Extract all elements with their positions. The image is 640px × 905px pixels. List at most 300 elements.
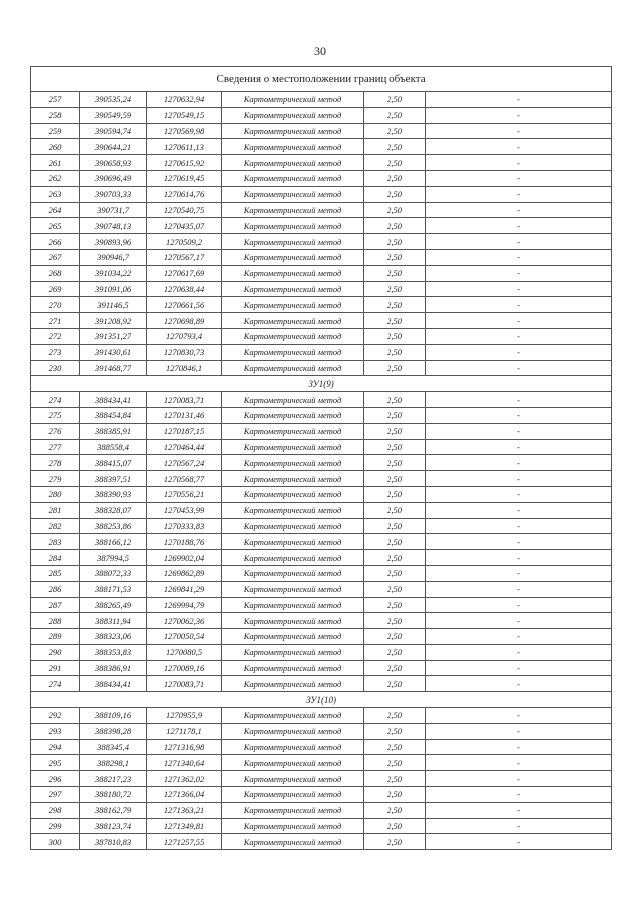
description-cell: - (426, 676, 612, 692)
description-cell: - (426, 392, 612, 408)
table-row (31, 360, 612, 376)
accuracy-cell: 2,50 (364, 708, 426, 724)
accuracy-cell: 2,50 (364, 360, 426, 376)
method-cell: Картометрический метод (222, 486, 364, 502)
method-cell: Картометрический метод (222, 360, 364, 376)
point-number-cell: 262 (31, 170, 80, 186)
y-coordinate-cell: 1270187,15 (147, 423, 222, 439)
table-row (31, 313, 612, 329)
y-coordinate-cell: 1270567,24 (147, 455, 222, 471)
x-coordinate-cell: 390696,49 (80, 170, 147, 186)
x-coordinate-cell: 391351,27 (80, 328, 147, 344)
point-number-cell: 288 (31, 613, 80, 629)
accuracy-cell: 2,50 (364, 818, 426, 834)
x-coordinate-cell: 391091,06 (80, 281, 147, 297)
accuracy-cell: 2,50 (364, 297, 426, 313)
description-cell: - (426, 802, 612, 818)
point-number-cell: 287 (31, 597, 80, 613)
method-cell: Картометрический метод (222, 787, 364, 803)
y-coordinate-cell: 1269902,04 (147, 550, 222, 566)
table-row (31, 344, 612, 360)
point-number-cell: 289 (31, 629, 80, 645)
y-coordinate-cell: 1269862,89 (147, 565, 222, 581)
y-coordinate-cell: 1270131,46 (147, 407, 222, 423)
x-coordinate-cell: 391208,92 (80, 313, 147, 329)
description-cell: - (426, 313, 612, 329)
accuracy-cell: 2,50 (364, 502, 426, 518)
x-coordinate-cell: 391146,5 (80, 297, 147, 313)
table-row (31, 676, 612, 692)
y-coordinate-cell: 1270464,44 (147, 439, 222, 455)
y-coordinate-cell: 1270830,73 (147, 344, 222, 360)
y-coordinate-cell: 1270509,2 (147, 234, 222, 250)
table-row (31, 629, 612, 645)
accuracy-cell: 2,50 (364, 802, 426, 818)
method-cell: Картометрический метод (222, 297, 364, 313)
y-coordinate-cell: 1270661,56 (147, 297, 222, 313)
table-row (31, 581, 612, 597)
table-row (31, 834, 612, 850)
description-cell: - (426, 202, 612, 218)
table-row (31, 565, 612, 581)
table-body (31, 67, 612, 850)
table-row (31, 550, 612, 566)
description-cell: - (426, 644, 612, 660)
accuracy-cell: 2,50 (364, 423, 426, 439)
method-cell: Картометрический метод (222, 818, 364, 834)
table-row (31, 170, 612, 186)
table-row (31, 518, 612, 534)
method-cell: Картометрический метод (222, 455, 364, 471)
method-cell: Картометрический метод (222, 739, 364, 755)
method-cell: Картометрический метод (222, 644, 364, 660)
x-coordinate-cell: 390594,74 (80, 123, 147, 139)
accuracy-cell: 2,50 (364, 455, 426, 471)
x-coordinate-cell: 388217,23 (80, 771, 147, 787)
description-cell: - (426, 455, 612, 471)
y-coordinate-cell: 1271178,1 (147, 723, 222, 739)
method-cell: Картометрический метод (222, 565, 364, 581)
method-cell: Картометрический метод (222, 471, 364, 487)
accuracy-cell: 2,50 (364, 486, 426, 502)
y-coordinate-cell: 1270083,71 (147, 392, 222, 408)
accuracy-cell: 2,50 (364, 676, 426, 692)
description-cell: - (426, 439, 612, 455)
point-number-cell: 261 (31, 155, 80, 171)
method-cell: Картометрический метод (222, 755, 364, 771)
y-coordinate-cell: 1270614,76 (147, 186, 222, 202)
y-coordinate-cell: 1271366,04 (147, 787, 222, 803)
method-cell: Картометрический метод (222, 629, 364, 645)
point-number-cell: 286 (31, 581, 80, 597)
x-coordinate-cell: 388385,91 (80, 423, 147, 439)
point-number-cell: 271 (31, 313, 80, 329)
y-coordinate-cell: 1270333,83 (147, 518, 222, 534)
y-coordinate-cell: 1270615,92 (147, 155, 222, 171)
accuracy-cell: 2,50 (364, 123, 426, 139)
method-cell: Картометрический метод (222, 123, 364, 139)
x-coordinate-cell: 388171,53 (80, 581, 147, 597)
table-row (31, 407, 612, 423)
description-cell: - (426, 550, 612, 566)
method-cell: Картометрический метод (222, 234, 364, 250)
point-number-cell: 266 (31, 234, 80, 250)
point-number-cell: 300 (31, 834, 80, 850)
description-cell: - (426, 755, 612, 771)
point-number-cell: 282 (31, 518, 80, 534)
description-cell: - (426, 423, 612, 439)
accuracy-cell: 2,50 (364, 755, 426, 771)
table-row (31, 471, 612, 487)
method-cell: Картометрический метод (222, 613, 364, 629)
method-cell: Картометрический метод (222, 439, 364, 455)
y-coordinate-cell: 1270632,94 (147, 92, 222, 108)
description-cell: - (426, 249, 612, 265)
y-coordinate-cell: 1271340,64 (147, 755, 222, 771)
point-number-cell: 277 (31, 439, 80, 455)
point-number-cell: 263 (31, 186, 80, 202)
y-coordinate-cell: 1270540,75 (147, 202, 222, 218)
y-coordinate-cell: 1270638,44 (147, 281, 222, 297)
description-cell: - (426, 471, 612, 487)
x-coordinate-cell: 388162,79 (80, 802, 147, 818)
accuracy-cell: 2,50 (364, 518, 426, 534)
description-cell: - (426, 723, 612, 739)
y-coordinate-cell: 1270089,16 (147, 660, 222, 676)
x-coordinate-cell: 388311,94 (80, 613, 147, 629)
y-coordinate-cell: 1269841,29 (147, 581, 222, 597)
accuracy-cell: 2,50 (364, 218, 426, 234)
y-coordinate-cell: 1270846,1 (147, 360, 222, 376)
x-coordinate-cell: 390644,21 (80, 139, 147, 155)
point-number-cell: 297 (31, 787, 80, 803)
x-coordinate-cell: 388415,07 (80, 455, 147, 471)
method-cell: Картометрический метод (222, 281, 364, 297)
y-coordinate-cell: 1270569,98 (147, 123, 222, 139)
x-coordinate-cell: 390658,93 (80, 155, 147, 171)
point-number-cell: 269 (31, 281, 80, 297)
table-row (31, 202, 612, 218)
point-number-cell: 272 (31, 328, 80, 344)
point-number-cell: 292 (31, 708, 80, 724)
method-cell: Картометрический метод (222, 155, 364, 171)
x-coordinate-cell: 388397,51 (80, 471, 147, 487)
method-cell: Картометрический метод (222, 423, 364, 439)
x-coordinate-cell: 388166,12 (80, 534, 147, 550)
point-number-cell: 281 (31, 502, 80, 518)
point-number-cell: 267 (31, 249, 80, 265)
x-coordinate-cell: 390703,33 (80, 186, 147, 202)
point-number-cell: 260 (31, 139, 80, 155)
table-row (31, 787, 612, 803)
table-row (31, 597, 612, 613)
point-number-cell: 296 (31, 771, 80, 787)
method-cell: Картометрический метод (222, 139, 364, 155)
table-row (31, 139, 612, 155)
point-number-cell: 257 (31, 92, 80, 108)
accuracy-cell: 2,50 (364, 723, 426, 739)
table-row (31, 297, 612, 313)
method-cell: Картометрический метод (222, 407, 364, 423)
table-row (31, 218, 612, 234)
description-cell: - (426, 218, 612, 234)
method-cell: Картометрический метод (222, 676, 364, 692)
accuracy-cell: 2,50 (364, 581, 426, 597)
accuracy-cell: 2,50 (364, 439, 426, 455)
point-number-cell: 298 (31, 802, 80, 818)
y-coordinate-cell: 1270453,99 (147, 502, 222, 518)
y-coordinate-cell: 1271316,98 (147, 739, 222, 755)
point-number-cell: 299 (31, 818, 80, 834)
x-coordinate-cell: 388123,74 (80, 818, 147, 834)
y-coordinate-cell: 1270050,54 (147, 629, 222, 645)
point-number-cell: 273 (31, 344, 80, 360)
point-number-cell: 259 (31, 123, 80, 139)
description-cell: - (426, 739, 612, 755)
accuracy-cell: 2,50 (364, 660, 426, 676)
x-coordinate-cell: 388109,16 (80, 708, 147, 724)
table-row (31, 613, 612, 629)
point-number-cell: 291 (31, 660, 80, 676)
point-number-cell: 295 (31, 755, 80, 771)
section-row (31, 376, 612, 392)
x-coordinate-cell: 388328,07 (80, 502, 147, 518)
description-cell: - (426, 155, 612, 171)
x-coordinate-cell: 388323,06 (80, 629, 147, 645)
y-coordinate-cell: 1270080,5 (147, 644, 222, 660)
point-number-cell: 290 (31, 644, 80, 660)
accuracy-cell: 2,50 (364, 550, 426, 566)
y-coordinate-cell: 1271257,55 (147, 834, 222, 850)
table-caption: Сведения о местоположении границ объекта (31, 67, 612, 92)
y-coordinate-cell: 1271363,21 (147, 802, 222, 818)
method-cell: Картометрический метод (222, 186, 364, 202)
description-cell: - (426, 629, 612, 645)
description-cell: - (426, 186, 612, 202)
y-coordinate-cell: 1270188,76 (147, 534, 222, 550)
table-row (31, 155, 612, 171)
method-cell: Картометрический метод (222, 344, 364, 360)
x-coordinate-cell: 388398,28 (80, 723, 147, 739)
table-row (31, 423, 612, 439)
point-number-cell: 264 (31, 202, 80, 218)
method-cell: Картометрический метод (222, 502, 364, 518)
description-cell: - (426, 281, 612, 297)
x-coordinate-cell: 391468,77 (80, 360, 147, 376)
description-cell: - (426, 92, 612, 108)
x-coordinate-cell: 388434,41 (80, 392, 147, 408)
y-coordinate-cell: 1270556,21 (147, 486, 222, 502)
description-cell: - (426, 534, 612, 550)
accuracy-cell: 2,50 (364, 344, 426, 360)
accuracy-cell: 2,50 (364, 281, 426, 297)
accuracy-cell: 2,50 (364, 534, 426, 550)
method-cell: Картометрический метод (222, 92, 364, 108)
accuracy-cell: 2,50 (364, 565, 426, 581)
y-coordinate-cell: 1270698,89 (147, 313, 222, 329)
point-number-cell: 265 (31, 218, 80, 234)
table-row (31, 802, 612, 818)
x-coordinate-cell: 388386,91 (80, 660, 147, 676)
accuracy-cell: 2,50 (364, 186, 426, 202)
description-cell: - (426, 818, 612, 834)
method-cell: Картометрический метод (222, 313, 364, 329)
table-row (31, 644, 612, 660)
y-coordinate-cell: 1270619,45 (147, 170, 222, 186)
x-coordinate-cell: 388353,83 (80, 644, 147, 660)
accuracy-cell: 2,50 (364, 170, 426, 186)
point-number-cell: 284 (31, 550, 80, 566)
accuracy-cell: 2,50 (364, 202, 426, 218)
table-row (31, 281, 612, 297)
accuracy-cell: 2,50 (364, 739, 426, 755)
table-row (31, 392, 612, 408)
description-cell: - (426, 787, 612, 803)
x-coordinate-cell: 388434,41 (80, 676, 147, 692)
description-cell: - (426, 565, 612, 581)
table-row (31, 455, 612, 471)
description-cell: - (426, 660, 612, 676)
point-number-cell: 285 (31, 565, 80, 581)
accuracy-cell: 2,50 (364, 107, 426, 123)
table-row (31, 186, 612, 202)
accuracy-cell: 2,50 (364, 834, 426, 850)
table-row (31, 739, 612, 755)
x-coordinate-cell: 390748,13 (80, 218, 147, 234)
x-coordinate-cell: 391034,22 (80, 265, 147, 281)
x-coordinate-cell: 390893,96 (80, 234, 147, 250)
table-row (31, 660, 612, 676)
description-cell: - (426, 597, 612, 613)
accuracy-cell: 2,50 (364, 771, 426, 787)
y-coordinate-cell: 1270567,17 (147, 249, 222, 265)
description-cell: - (426, 518, 612, 534)
accuracy-cell: 2,50 (364, 392, 426, 408)
y-coordinate-cell: 1270435,07 (147, 218, 222, 234)
point-number-cell: 274 (31, 392, 80, 408)
method-cell: Картометрический метод (222, 723, 364, 739)
table-row (31, 723, 612, 739)
accuracy-cell: 2,50 (364, 787, 426, 803)
description-cell: - (426, 234, 612, 250)
y-coordinate-cell: 1270955,9 (147, 708, 222, 724)
y-coordinate-cell: 1270793,4 (147, 328, 222, 344)
description-cell: - (426, 123, 612, 139)
description-cell: - (426, 834, 612, 850)
table-row (31, 502, 612, 518)
description-cell: - (426, 265, 612, 281)
boundary-coordinates-table (30, 66, 612, 850)
description-cell: - (426, 297, 612, 313)
table-row (31, 107, 612, 123)
method-cell: Картометрический метод (222, 834, 364, 850)
accuracy-cell: 2,50 (364, 407, 426, 423)
section-title: ЗУ1(9) (31, 376, 612, 392)
method-cell: Картометрический метод (222, 550, 364, 566)
point-number-cell: 230 (31, 360, 80, 376)
x-coordinate-cell: 388454,84 (80, 407, 147, 423)
method-cell: Картометрический метод (222, 249, 364, 265)
method-cell: Картометрический метод (222, 202, 364, 218)
y-coordinate-cell: 1270062,36 (147, 613, 222, 629)
point-number-cell: 294 (31, 739, 80, 755)
point-number-cell: 278 (31, 455, 80, 471)
table-row (31, 328, 612, 344)
description-cell: - (426, 486, 612, 502)
method-cell: Картометрический метод (222, 265, 364, 281)
method-cell: Картометрический метод (222, 328, 364, 344)
description-cell: - (426, 344, 612, 360)
table-row (31, 708, 612, 724)
table-row (31, 234, 612, 250)
description-cell: - (426, 708, 612, 724)
x-coordinate-cell: 390549,59 (80, 107, 147, 123)
table-row (31, 265, 612, 281)
point-number-cell: 276 (31, 423, 80, 439)
x-coordinate-cell: 387810,83 (80, 834, 147, 850)
accuracy-cell: 2,50 (364, 234, 426, 250)
table-row (31, 92, 612, 108)
table-row (31, 486, 612, 502)
description-cell: - (426, 139, 612, 155)
description-cell: - (426, 360, 612, 376)
page-number: 30 (314, 44, 326, 58)
y-coordinate-cell: 1269994,79 (147, 597, 222, 613)
table-row (31, 439, 612, 455)
accuracy-cell: 2,50 (364, 155, 426, 171)
y-coordinate-cell: 1270611,13 (147, 139, 222, 155)
y-coordinate-cell: 1270083,71 (147, 676, 222, 692)
x-coordinate-cell: 388298,1 (80, 755, 147, 771)
table-row (31, 249, 612, 265)
method-cell: Картометрический метод (222, 170, 364, 186)
description-cell: - (426, 107, 612, 123)
x-coordinate-cell: 390535,24 (80, 92, 147, 108)
table-caption-row (31, 67, 612, 92)
accuracy-cell: 2,50 (364, 597, 426, 613)
x-coordinate-cell: 388253,86 (80, 518, 147, 534)
table-row (31, 771, 612, 787)
description-cell: - (426, 328, 612, 344)
accuracy-cell: 2,50 (364, 249, 426, 265)
point-number-cell: 279 (31, 471, 80, 487)
table-row (31, 123, 612, 139)
description-cell: - (426, 407, 612, 423)
method-cell: Картометрический метод (222, 771, 364, 787)
description-cell: - (426, 170, 612, 186)
x-coordinate-cell: 387994,5 (80, 550, 147, 566)
accuracy-cell: 2,50 (364, 644, 426, 660)
x-coordinate-cell: 388345,4 (80, 739, 147, 755)
method-cell: Картометрический метод (222, 581, 364, 597)
accuracy-cell: 2,50 (364, 613, 426, 629)
accuracy-cell: 2,50 (364, 629, 426, 645)
y-coordinate-cell: 1270617,69 (147, 265, 222, 281)
point-number-cell: 293 (31, 723, 80, 739)
section-title: ЗУ1(10) (31, 692, 612, 708)
point-number-cell: 283 (31, 534, 80, 550)
y-coordinate-cell: 1271349,81 (147, 818, 222, 834)
method-cell: Картометрический метод (222, 218, 364, 234)
y-coordinate-cell: 1270568,77 (147, 471, 222, 487)
x-coordinate-cell: 388072,33 (80, 565, 147, 581)
accuracy-cell: 2,50 (364, 92, 426, 108)
description-cell: - (426, 502, 612, 518)
point-number-cell: 280 (31, 486, 80, 502)
y-coordinate-cell: 1270549,15 (147, 107, 222, 123)
x-coordinate-cell: 391430,61 (80, 344, 147, 360)
method-cell: Картометрический метод (222, 534, 364, 550)
